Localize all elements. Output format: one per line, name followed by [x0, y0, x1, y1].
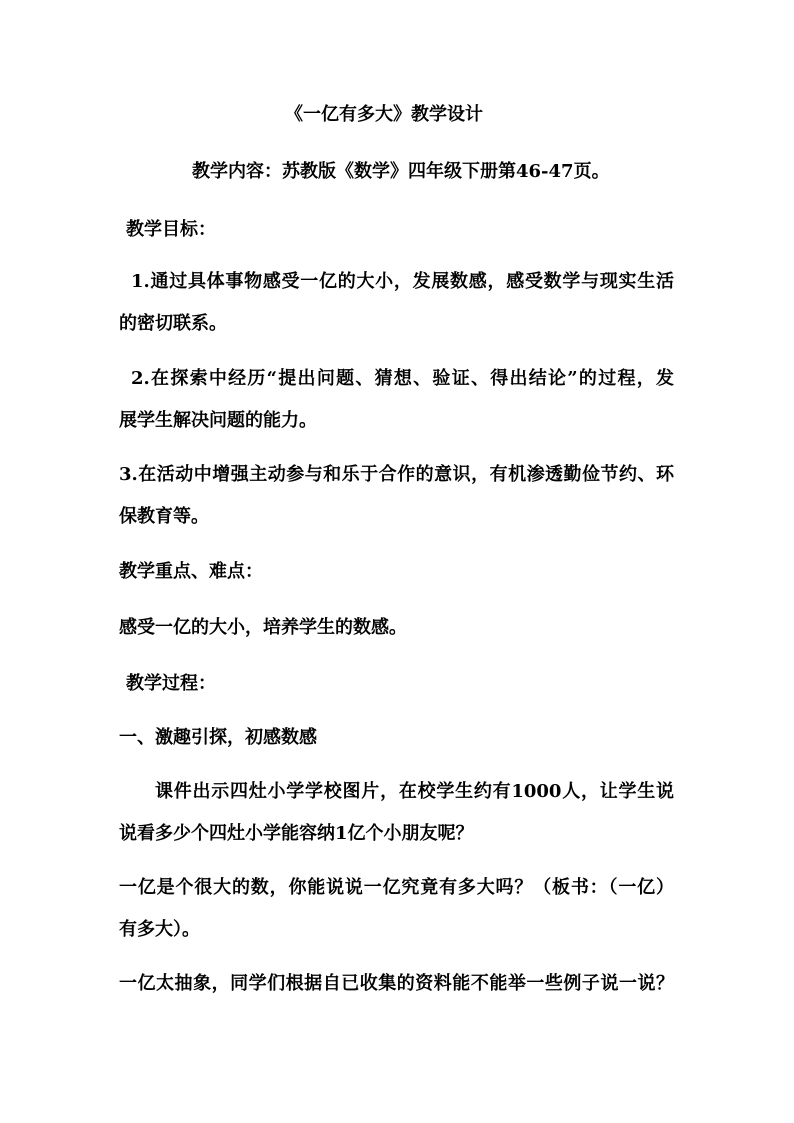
goals-heading: 教学目标：	[126, 219, 216, 240]
teaching-content: 教学内容：苏教版《数学》四年级下册第46-47页。	[192, 161, 610, 182]
document-title: 《一亿有多大》教学设计	[285, 104, 483, 125]
paragraph-3: 一亿太抽象，同学们根据自已收集的资料能不能举一些例子说一说？	[119, 973, 674, 994]
paragraph-1-line-2: 说看多少个四灶小学能容纳1亿个小朋友呢？	[119, 823, 474, 844]
goal-3-line-1: 3.在活动中增强主动参与和乐于合作的意识，有机渗透勤俭节约、环	[119, 464, 674, 485]
goal-1-line-2: 的密切联系。	[119, 313, 227, 334]
goal-2-line-1: 2.在探索中经历“提出问题、猜想、验证、得出结论”的过程，发	[131, 368, 674, 389]
key-points-heading: 教学重点、难点：	[119, 561, 263, 582]
key-points-body: 感受一亿的大小，培养学生的数感。	[119, 617, 407, 638]
goal-2-line-2: 展学生解决问题的能力。	[119, 410, 317, 431]
paragraph-2-line-1: 一亿是个很大的数，你能说说一亿究竟有多大吗？（板书：（一亿）	[119, 877, 674, 898]
process-heading: 教学过程：	[126, 673, 216, 694]
section-1-heading: 一、激趣引探，初感数感	[119, 727, 317, 748]
goal-1-line-1: 1.通过具体事物感受一亿的大小，发展数感，感受数学与现实生活	[131, 271, 674, 292]
paragraph-2-line-2: 有多大）。	[119, 919, 200, 940]
paragraph-1-line-1: 课件出示四灶小学学校图片，在校学生约有1000人，让学生说	[155, 781, 674, 802]
goal-3-line-2: 保教育等。	[119, 506, 209, 527]
